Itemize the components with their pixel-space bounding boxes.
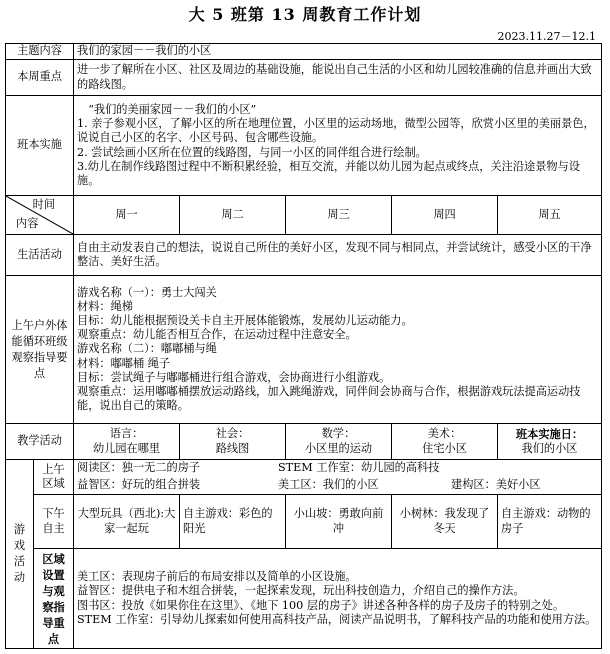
area-item: 建构区：美好小区 [451,478,541,492]
observe-label: 区域设置与观察指导重点 [34,549,74,649]
teaching-cell [392,424,498,460]
focus-label: 本周重点 [6,60,74,96]
morning-area-label: 上午区域 [34,460,74,495]
teaching-topic: 幼儿园在哪里 [92,441,161,455]
class-impl-line: 1. 亲子参观小区，了解小区的所在地理位置，小区里的运动场地，微型公园等，欣赏小区里的美丽景色，说说自己小区的名字、小区号码、包含哪些设施。 [77,117,595,145]
date-range: 2023.11.27－12.1 [497,30,596,43]
focus-row [6,60,602,96]
class-impl-content [74,96,602,196]
teaching-subject: 班本实施日： [515,427,584,442]
observe-row [6,549,602,649]
header-time-label: 时间 [32,198,56,211]
area-item: 美工区：我们的小区 [278,478,379,492]
outdoor-line: 目标：尝试绳子与嘟嘟桶进行组合游戏，会协商进行小组游戏。 [77,370,391,384]
observe-line: 美工区：表现房子前后的布局安排以及简单的小区设施。 [77,570,357,584]
observe-content [74,549,602,649]
morning-area-line [74,477,601,494]
teaching-cell [286,424,392,460]
class-impl-line: 2. 尝试绘画小区所在位置的线路图，与同一小区的同伴组合进行绘制。 [77,145,427,159]
observe-line: 益智区：提供电子和木组合拼装，一起探索发现，玩出科技创造力，介绍自己的操作方法。 [77,584,525,598]
outdoor-line: 游戏名称（一）：勇士大闯关 [77,285,217,299]
teaching-row [6,424,602,460]
page-title: 大 5 班第 13 周教育工作计划 [188,5,422,24]
class-impl-label: 班本实施 [6,96,74,196]
teaching-cell [74,424,180,460]
morning-free-label: 下午自主 [34,495,74,549]
outdoor-line: 材料：嘟嘟桶 绳子 [77,356,171,370]
outdoor-line: 目标：幼儿能根据预设关卡自主开展体能锻炼，发展幼儿运动能力。 [77,313,413,327]
area-item: 益智区：好玩的组合拼装 [77,478,201,492]
outdoor-line: 材料：绳梯 [77,299,133,313]
outdoor-row [6,276,602,424]
morning-area-content [74,460,602,495]
teaching-topic: 小区里的运动 [304,441,373,455]
teaching-topic: 我们的小区 [521,441,578,455]
life-value: 自由主动发表自己的想法，说说自己所住的美好小区，发现不同与相同点，并尝试统计，感受小区的干净整洁、美好生活。 [74,235,602,276]
teaching-label: 教学活动 [6,424,74,460]
free-activity-cell: 小树林：我发现了冬天 [392,495,498,549]
outdoor-label: 上午户外体能循环班级观察指导要点 [6,276,74,424]
free-activity-cell: 自主游戏：彩色的阳光 [180,495,286,549]
outdoor-line: 观察重点：运用嘟嘟桶摆放运动路线，加入跳绳游戏，同伴间会协商与合作，根据游戏玩法提高运动技能，说出自己的策略。 [77,385,581,413]
header-diagonal-cell [6,196,74,235]
observe-line: STEM 工作室：引导幼儿探索如何使用高科技产品，阅读产品说明书，了解科技产品的功能和使用方法。 [77,612,597,626]
teaching-subject: 美术： [427,427,462,441]
day-wednesday: 周三 [286,196,392,235]
class-impl-line: “我们的美丽家园－－我们的小区” [88,102,257,116]
morning-area-row [6,460,602,495]
theme-row [6,44,602,60]
teaching-cell [498,424,602,460]
teaching-topic: 路线图 [215,441,250,455]
outdoor-line: 游戏名称（二）：嘟嘟桶与绳 [77,342,217,356]
free-activity-cell: 小山坡：勇敢向前冲 [286,495,392,549]
outdoor-content [74,276,602,424]
teaching-cell [180,424,286,460]
header-content-label: 内容 [16,216,39,230]
focus-value: 进一步了解所在小区、社区及周边的基础设施，能说出自己生活的小区和幼儿园较准确的信息并画出大致的路线图。 [74,60,602,96]
plan-table [5,43,602,649]
header-row [6,196,602,235]
teaching-subject: 社会： [215,427,250,441]
teaching-subject: 语言： [109,427,144,441]
class-impl-row [6,96,602,196]
games-label [6,460,34,649]
morning-area-line [74,460,601,477]
life-row [6,235,602,276]
area-item: STEM 工作室：幼儿园的高科技 [278,461,440,475]
area-item: 阅读区：独一无二的房子 [77,461,201,475]
morning-free-row [6,495,602,549]
games-label-text: 游戏活动 [13,523,26,584]
life-label: 生活活动 [6,235,74,276]
day-tuesday: 周二 [180,196,286,235]
outdoor-line: 观察重点：幼儿能否相互合作，在运动过程中注意安全。 [77,328,357,342]
class-impl-line: 3.幼儿在制作线路图过程中不断积累经验，相互交流，并能以幼儿园为起点或终点，关注沿途景物与设施。 [77,159,580,187]
day-monday: 周一 [74,196,180,235]
teaching-topic: 住宅小区 [422,441,467,455]
free-activity-cell: 自主游戏：动物的房子 [498,495,602,549]
teaching-subject: 数学： [321,427,356,441]
day-friday: 周五 [498,196,602,235]
theme-label: 主题内容 [6,44,74,60]
observe-line: 图书区：投放《如果你住在这里》、《地下 100 层的房子》讲述各种各样的房子及房子的特别之处。 [77,598,565,612]
theme-value: 我们的家园－－我们的小区 [74,44,602,60]
free-activity-cell: 大型玩具（西北):大家一起玩 [74,495,180,549]
day-thursday: 周四 [392,196,498,235]
